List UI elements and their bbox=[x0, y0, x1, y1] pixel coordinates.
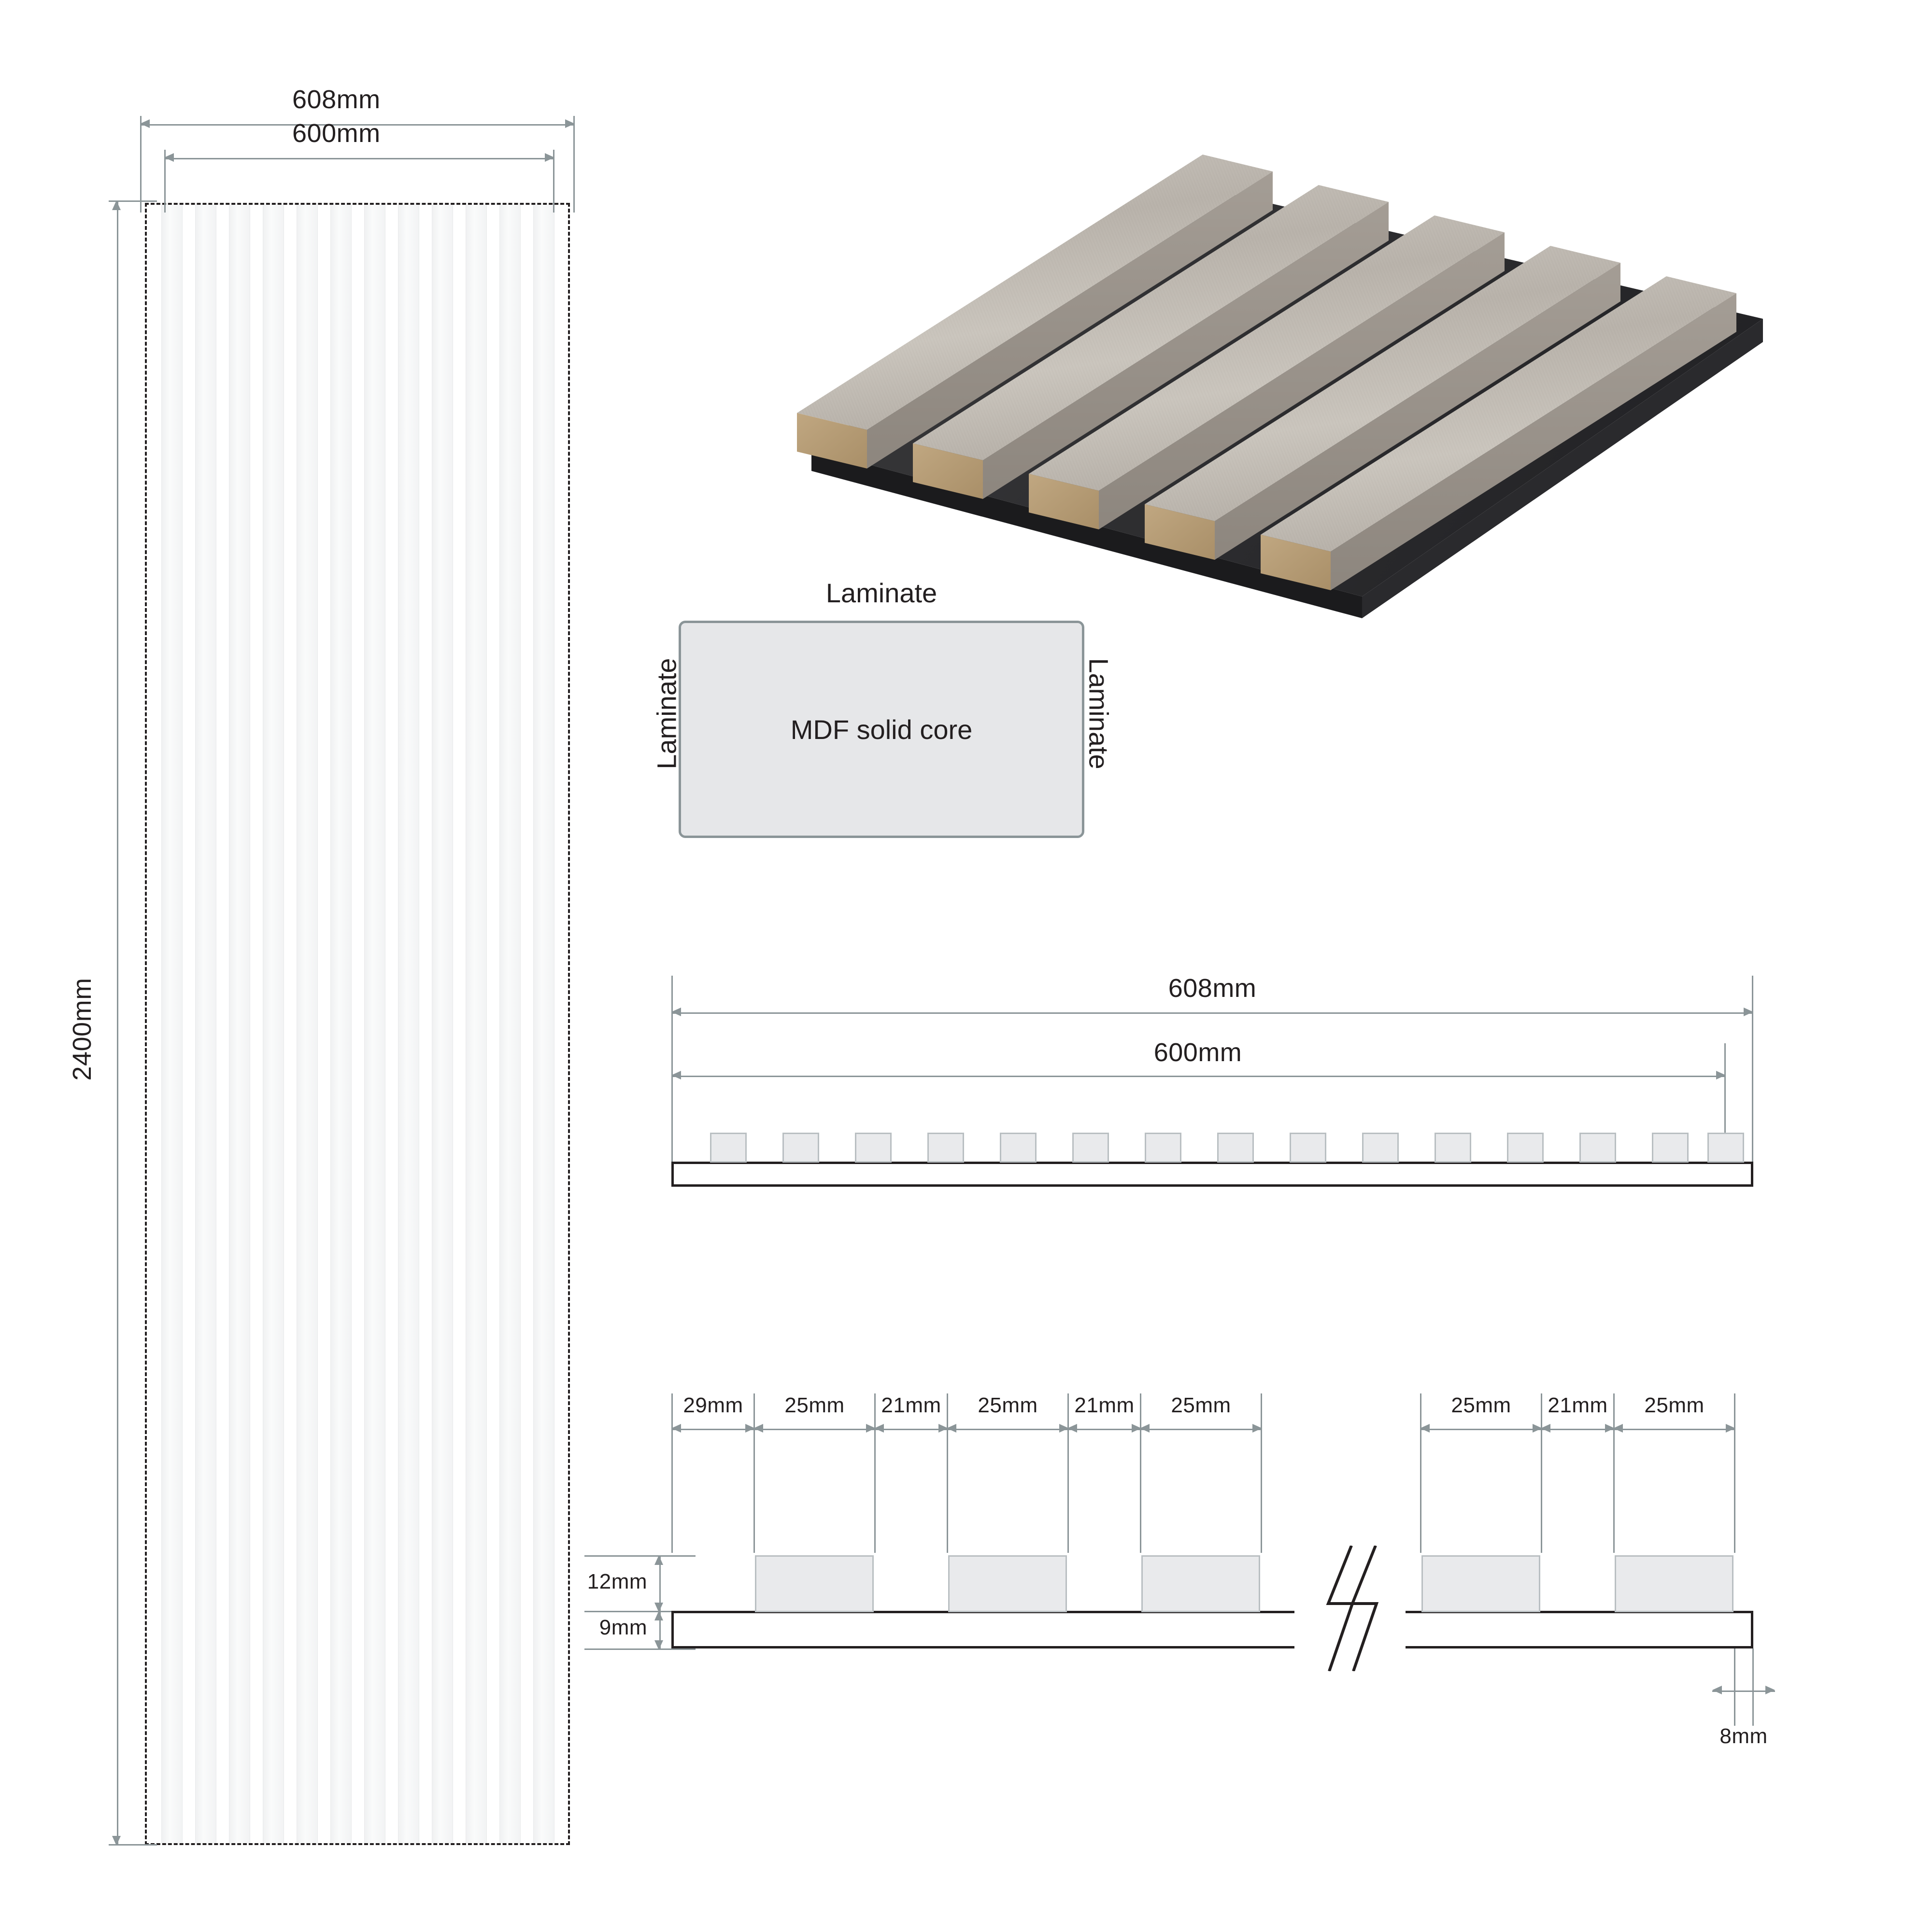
arrow-left-21-2 bbox=[1067, 1424, 1077, 1433]
arrow-left-21-3 bbox=[1541, 1424, 1550, 1433]
front-slat bbox=[195, 205, 216, 1843]
section-slat bbox=[1707, 1133, 1744, 1163]
section-slat bbox=[1290, 1133, 1326, 1163]
arrow-left-29 bbox=[671, 1424, 681, 1433]
front-slat bbox=[499, 205, 521, 1843]
arrow-left-25-3 bbox=[1140, 1424, 1150, 1433]
front-slat bbox=[533, 205, 554, 1843]
arrow-right-608-front bbox=[565, 119, 575, 128]
front-slat bbox=[297, 205, 318, 1843]
arrow-left-21-1 bbox=[874, 1424, 884, 1433]
dim-label-600-front: 600mm bbox=[292, 119, 381, 148]
arrow-right-8 bbox=[1765, 1686, 1775, 1694]
front-slat bbox=[330, 205, 352, 1843]
dim-label-25-5: 25mm bbox=[1644, 1393, 1705, 1417]
front-slat bbox=[432, 205, 453, 1843]
section-slat bbox=[1217, 1133, 1254, 1163]
section-slat bbox=[1145, 1133, 1181, 1163]
arrow-left-608-sec bbox=[671, 1008, 681, 1016]
detail-slat bbox=[948, 1555, 1067, 1612]
front-slat bbox=[398, 205, 419, 1843]
arrow-right-600-front bbox=[545, 153, 554, 162]
section-slat bbox=[1362, 1133, 1399, 1163]
arrow-left-25-5 bbox=[1613, 1424, 1623, 1433]
section-slat bbox=[782, 1133, 819, 1163]
front-elevation-view bbox=[68, 85, 570, 1845]
break-symbol bbox=[1294, 1546, 1406, 1671]
section-slat bbox=[1579, 1133, 1616, 1163]
arrow-left-25-4 bbox=[1420, 1424, 1430, 1433]
laminate-right-label: Laminate bbox=[1083, 658, 1114, 769]
front-slat bbox=[364, 205, 385, 1843]
arrow-down-9 bbox=[654, 1640, 663, 1650]
dim-line-25-1 bbox=[753, 1429, 876, 1430]
front-slat bbox=[263, 205, 284, 1843]
section-slat bbox=[1652, 1133, 1689, 1163]
dim-label-21-1: 21mm bbox=[881, 1393, 941, 1417]
front-slat bbox=[161, 205, 183, 1843]
section-view bbox=[667, 976, 1821, 1208]
dim-label-12: 12mm bbox=[587, 1570, 647, 1593]
dim-line-25-4 bbox=[1420, 1429, 1542, 1430]
arrow-down-2400 bbox=[112, 1836, 121, 1846]
dim-label-25-2: 25mm bbox=[978, 1393, 1038, 1417]
arrow-left-8 bbox=[1712, 1686, 1722, 1694]
ext-line-right-608-sec bbox=[1752, 976, 1753, 1164]
arrow-left-25-1 bbox=[753, 1424, 763, 1433]
detail-slat bbox=[1421, 1555, 1540, 1612]
laminate-top-label: Laminate bbox=[825, 578, 938, 608]
section-slat bbox=[710, 1133, 747, 1163]
ext-line-left-608 bbox=[140, 116, 142, 213]
laminate-left-label: Laminate bbox=[651, 658, 682, 769]
detail-view bbox=[555, 1343, 1860, 1826]
arrow-left-608-front bbox=[140, 119, 150, 128]
section-slat bbox=[855, 1133, 892, 1163]
dim-label-8: 8mm bbox=[1719, 1724, 1768, 1748]
arrow-left-25-2 bbox=[947, 1424, 956, 1433]
arrow-left-600-front bbox=[164, 153, 174, 162]
dim-line-608-sec bbox=[671, 1012, 1753, 1014]
dim-line-25-2 bbox=[947, 1429, 1069, 1430]
ext-line-left-600-sec bbox=[671, 1012, 673, 1128]
dim-line-600-front bbox=[164, 158, 554, 159]
dim-line-29 bbox=[671, 1429, 755, 1430]
dim-label-25-3: 25mm bbox=[1171, 1393, 1231, 1417]
arrow-left-600-sec bbox=[671, 1071, 681, 1080]
detail-base-panel bbox=[671, 1611, 1753, 1648]
front-panel-outline bbox=[145, 203, 570, 1845]
section-slat bbox=[1072, 1133, 1109, 1163]
dim-label-2400: 2400mm bbox=[68, 978, 97, 1081]
front-slat bbox=[466, 205, 487, 1843]
dim-line-25-5 bbox=[1613, 1429, 1735, 1430]
ext-line-right-608 bbox=[573, 116, 575, 213]
section-base-panel bbox=[671, 1162, 1753, 1187]
arrow-right-600-sec bbox=[1716, 1071, 1726, 1080]
dim-line-25-3 bbox=[1140, 1429, 1262, 1430]
ext-line-8-right bbox=[1752, 1648, 1754, 1726]
section-slat bbox=[1000, 1133, 1037, 1163]
layer-diagram bbox=[651, 578, 1114, 838]
isometric-panel-render bbox=[753, 111, 1831, 628]
dim-label-29: 29mm bbox=[683, 1393, 743, 1417]
ext-line-8-left bbox=[1734, 1648, 1735, 1726]
ext-line-9-bot bbox=[584, 1648, 696, 1650]
detail-slat bbox=[1615, 1555, 1733, 1612]
detail-slat bbox=[1141, 1555, 1260, 1612]
dim-line-21-2 bbox=[1067, 1429, 1141, 1430]
arrow-up-9 bbox=[654, 1611, 663, 1620]
dim-label-600-sec: 600mm bbox=[1153, 1038, 1242, 1067]
arrow-up-12 bbox=[654, 1555, 663, 1565]
dim-line-21-3 bbox=[1541, 1429, 1615, 1430]
arrow-up-2400 bbox=[112, 200, 121, 210]
dim-label-25-4: 25mm bbox=[1451, 1393, 1511, 1417]
section-slat bbox=[1435, 1133, 1471, 1163]
section-slat bbox=[927, 1133, 964, 1163]
dim-line-600-sec bbox=[671, 1076, 1726, 1077]
dim-label-608-front: 608mm bbox=[292, 85, 381, 114]
arrow-right-608-sec bbox=[1744, 1008, 1753, 1016]
ext-line-12-top bbox=[584, 1555, 696, 1557]
dim-label-608-sec: 608mm bbox=[1168, 974, 1257, 1003]
dim-label-21-3: 21mm bbox=[1548, 1393, 1608, 1417]
arrow-right-25-5 bbox=[1726, 1424, 1735, 1433]
dim-line-21-1 bbox=[874, 1429, 948, 1430]
mdf-core-label: MDF solid core bbox=[790, 714, 973, 745]
front-slat bbox=[229, 205, 250, 1843]
dim-line-2400 bbox=[117, 200, 118, 1846]
dim-label-9: 9mm bbox=[599, 1616, 647, 1639]
dim-label-21-2: 21mm bbox=[1074, 1393, 1135, 1417]
detail-slat bbox=[755, 1555, 874, 1612]
dim-label-25-1: 25mm bbox=[784, 1393, 845, 1417]
arrow-right-25-3 bbox=[1252, 1424, 1262, 1433]
section-slat bbox=[1507, 1133, 1544, 1163]
